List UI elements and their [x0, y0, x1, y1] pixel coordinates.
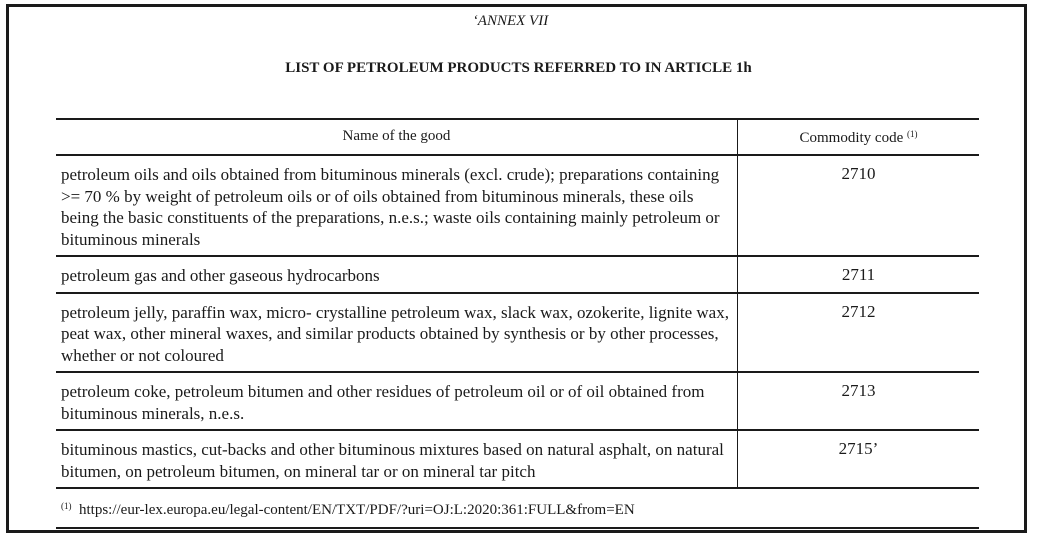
good-name-cell: petroleum oils and oils obtained from bituminous minerals (excl. crude); preparations containing >= 70 % by weight of petroleum oils or of oils obtained from bituminous minerals, these oils being the basic constituents of the preparations, n.e.s.; waste oils containing mainly petroleum or bituminous minerals: [56, 155, 738, 256]
good-name-cell: petroleum coke, petroleum bitumen and other residues of petroleum oil or of oil obtained from bituminous minerals, n.e.s.: [56, 372, 738, 430]
good-name-cell: bituminous mastics, cut-backs and other bituminous mixtures based on natural asphalt, on natural bitumen, on petroleum bitumen, on mineral tar or on mineral tar pitch: [56, 430, 738, 488]
commodity-code-cell: 2711: [738, 256, 980, 293]
footnote-link[interactable]: https://eur-lex.europa.eu/legal-content/EN/TXT/PDF/?uri=OJ:L:2020:361:FULL&from=EN: [79, 502, 635, 518]
footnote-marker: (1): [61, 501, 72, 511]
good-name-cell: petroleum jelly, paraffin wax, micro- crystalline petroleum wax, slack wax, ozokerite, lignite wax, peat wax, other mineral waxes, and similar products obtained by synthesis or by other processes, whether or not coloured: [56, 293, 738, 373]
column-header-code-label: Commodity code: [799, 130, 904, 147]
good-name-cell: petroleum gas and other gaseous hydrocarbons: [56, 256, 738, 293]
table-header-row: [56, 119, 979, 155]
table-row: [56, 256, 979, 293]
table-row: [56, 372, 979, 430]
commodity-code-cell: 2712: [738, 293, 980, 373]
column-header-name: Name of the good: [56, 119, 738, 155]
table-row: [56, 155, 979, 256]
footnote-ref: (1): [907, 129, 918, 140]
commodity-code-cell: 2715’: [738, 430, 980, 488]
table-row: [56, 430, 979, 488]
products-table: [56, 118, 979, 529]
footnote-row: [56, 488, 979, 528]
footnote: [56, 488, 979, 528]
commodity-code-cell: 2713: [738, 372, 980, 430]
column-header-code: [738, 119, 980, 155]
commodity-code-cell: 2710: [738, 155, 980, 256]
table-row: [56, 293, 979, 373]
page-title: LIST OF PETROLEUM PRODUCTS REFERRED TO IN ARTICLE 1h: [285, 60, 752, 76]
annex-heading: ‘ANNEX VII: [472, 13, 549, 29]
document-frame: [6, 4, 1027, 533]
